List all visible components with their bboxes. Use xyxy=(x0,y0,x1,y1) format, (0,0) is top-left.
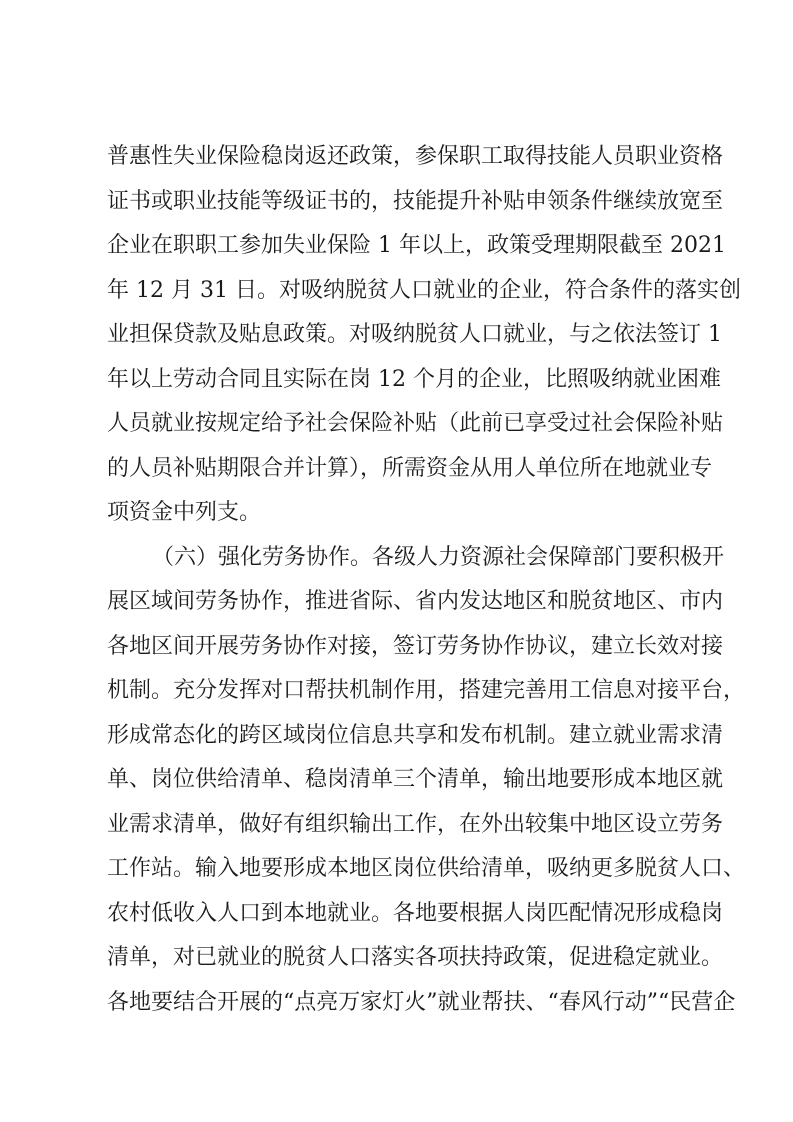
paragraph-line-6: 年以上劳动合同且实际在岗 12 个月的企业，比照吸纳就业困难 xyxy=(107,367,721,392)
paragraph-line-18: 农村低收入人口到本地就业。各地要根据人岗匹配情况形成稳岗 xyxy=(107,901,724,926)
paragraph-line-1: 普惠性失业保险稳岗返还政策，参保职工取得技能人员职业资格 xyxy=(107,144,724,169)
paragraph-line-9: 项资金中列支。 xyxy=(107,500,262,525)
paragraph-line-15: 单、岗位供给清单、稳岗清单三个清单，输出地要形成本地区就 xyxy=(107,767,724,792)
section-heading-line: （六）强化劳务协作。各级人力资源社会保障部门要积极开 xyxy=(152,545,725,570)
paragraph-line-5: 业担保贷款及贴息政策。对吸纳脱贫人口就业，与之依法签订 1 xyxy=(107,322,722,347)
paragraph-line-13: 机制。充分发挥对口帮扶机制作用，搭建完善用工信息对接平台， xyxy=(107,678,746,703)
paragraph-line-16: 业需求清单，做好有组织输出工作，在外出较集中地区设立劳务 xyxy=(107,812,724,837)
paragraph-line-3: 企业在职职工参加失业保险 1 年以上，政策受理期限截至 2021 xyxy=(107,233,726,258)
paragraph-line-20: 各地要结合开展的“点亮万家灯火”就业帮扶、“春风行动”“民营企 xyxy=(107,990,736,1015)
paragraph-line-4: 年 12 月 31 日。对吸纳脱贫人口就业的企业，符合条件的落实创 xyxy=(107,278,741,303)
paragraph-line-8: 的人员补贴期限合并计算），所需资金从用人单位所在地就业专 xyxy=(107,456,713,481)
paragraph-line-2: 证书或职业技能等级证书的，技能提升补贴申领条件继续放宽至 xyxy=(107,189,724,214)
paragraph-line-11: 展区域间劳务协作，推进省际、省内发达地区和脱贫地区、市内 xyxy=(107,589,724,614)
paragraph-line-14: 形成常态化的跨区域岗位信息共享和发布机制。建立就业需求清 xyxy=(107,723,724,748)
paragraph-line-7: 人员就业按规定给予社会保险补贴（此前已享受过社会保险补贴 xyxy=(107,411,724,436)
paragraph-line-17: 工作站。输入地要形成本地区岗位供给清单，吸纳更多脱贫人口、 xyxy=(107,856,746,881)
paragraph-line-12: 各地区间开展劳务协作对接，签订劳务协作协议，建立长效对接 xyxy=(107,634,724,659)
paragraph-line-19: 清单，对已就业的脱贫人口落实各项扶持政策，促进稳定就业。 xyxy=(107,945,724,970)
